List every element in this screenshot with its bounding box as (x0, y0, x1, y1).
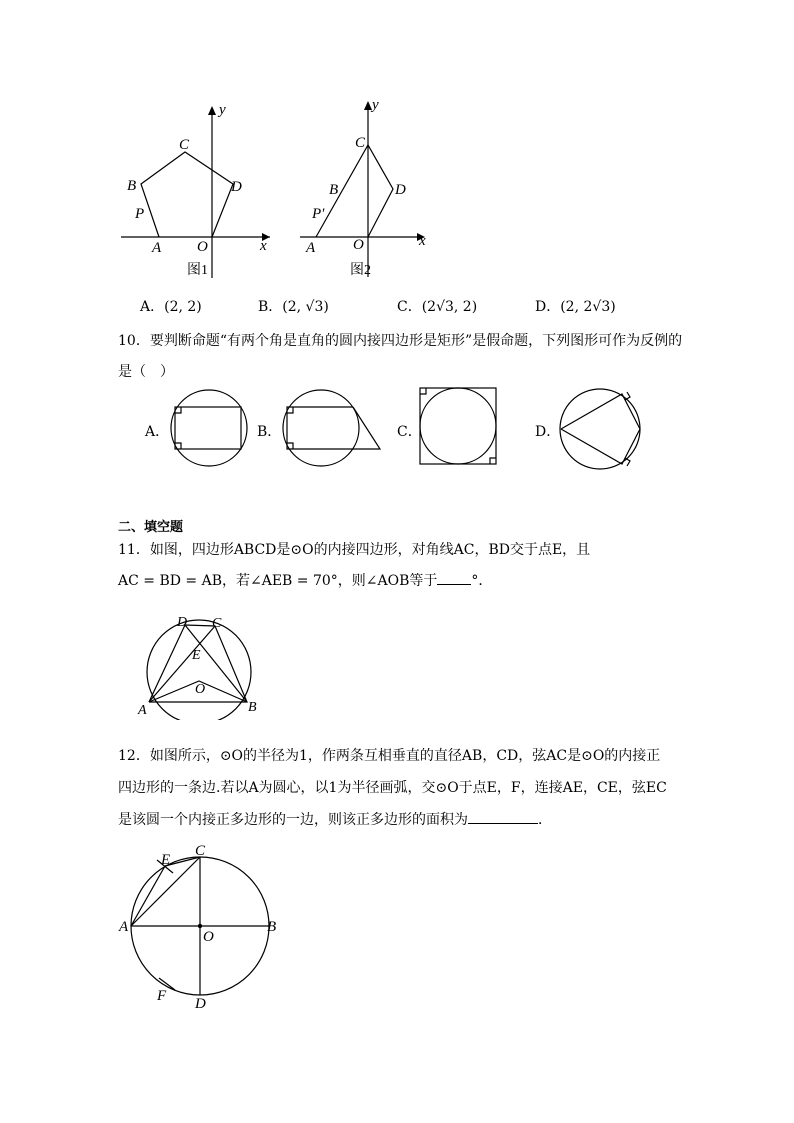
q12-stem-line-3-text: 是该圆一个内接正多边形的一边，则该正多边形的面积为 (118, 812, 468, 828)
point-label-f: F (157, 988, 167, 1004)
point-label-b: B (127, 178, 137, 194)
q10-option-b-label: B． (257, 424, 282, 440)
q11-stem-line-1: 11．如图，四边形ABCD是⊙O的内接四边形，对角线AC，BD交于点E，且 (118, 542, 591, 558)
point-label-d: D (177, 615, 188, 630)
q9-option-b: B．(2, √3) (258, 299, 329, 315)
point-label-p: P (135, 206, 145, 222)
point-label-a: A (119, 919, 129, 935)
point-label-d: D (231, 179, 242, 195)
point-label-a: A (152, 240, 162, 256)
point-label-b: B (329, 182, 339, 198)
q10-figure-c (418, 386, 500, 468)
q11-stem-line-2 (118, 570, 492, 591)
point-label-c: C (179, 137, 190, 153)
q10-figure-d (558, 386, 644, 472)
q9-option-c: C．(2√3, 2) (397, 299, 478, 315)
point-label-o: O (203, 929, 214, 945)
y-axis-label: y (372, 97, 379, 113)
q12-stem-line-1: 12．如图所示，⊙O的半径为1，作两条互相垂直的直径AB，CD，弦AC是⊙O的内接正 (118, 748, 661, 764)
q12-stem-line-3-end: ． (538, 812, 552, 828)
q9-option-d: D．(2, 2√3) (535, 299, 616, 315)
point-label-a: A (306, 240, 316, 256)
x-axis-label: x (419, 233, 426, 249)
q10-option-c-label: C． (397, 424, 422, 440)
point-label-e: E (192, 648, 201, 663)
q10-option-a-label: A． (145, 424, 170, 440)
q9-option-a: A．(2, 2) (140, 299, 202, 315)
q10-stem-line-2: 是（ ） (118, 364, 174, 380)
figure-caption: 图2 (350, 263, 371, 278)
answer-blank[interactable] (437, 570, 471, 585)
point-label-b: B (267, 919, 277, 935)
point-label-d: D (395, 182, 406, 198)
q10-figure-a (168, 387, 252, 471)
figure-caption: 图1 (187, 263, 208, 278)
q12-stem-line-2: 四边形的一条边.若以A为圆心，以1为半径画弧，交⊙O于点E，F，连接AE，CE，弦EC (118, 780, 667, 796)
x-axis-label: x (260, 238, 267, 254)
q12-figure (115, 840, 285, 1015)
q11-stem-line-2-end: °． (471, 573, 493, 589)
y-axis-label: y (219, 102, 226, 118)
point-label-a: A (138, 703, 147, 718)
point-label-o: O (195, 682, 206, 697)
point-label-e: E (161, 852, 171, 868)
point-label-c: C (355, 135, 366, 151)
q11-figure (135, 610, 265, 720)
q12-stem-line-3 (118, 809, 552, 830)
point-label-d: D (195, 996, 206, 1012)
point-label-c: C (195, 843, 206, 859)
q10-option-d-label: D． (535, 424, 561, 440)
point-label-b: B (248, 700, 257, 715)
origin-label: O (197, 239, 208, 255)
q10-figure-b (280, 387, 385, 471)
answer-blank[interactable] (468, 809, 538, 824)
q9-figure-1 (115, 100, 280, 285)
q11-stem-line-2-text: AC = BD = AB，若∠AEB = 70°，则∠AOB等于 (118, 573, 438, 589)
q9-figure-2 (295, 95, 440, 285)
origin-label: O (353, 237, 364, 253)
q10-stem-line-1: 10．要判断命题“有两个角是直角的圆内接四边形是矩形”是假命题，下列图形可作为反例的 (118, 333, 683, 349)
point-label-c: C (212, 616, 222, 631)
section-title: 二、填空题 (118, 520, 184, 535)
point-label-p: P′ (312, 206, 325, 222)
